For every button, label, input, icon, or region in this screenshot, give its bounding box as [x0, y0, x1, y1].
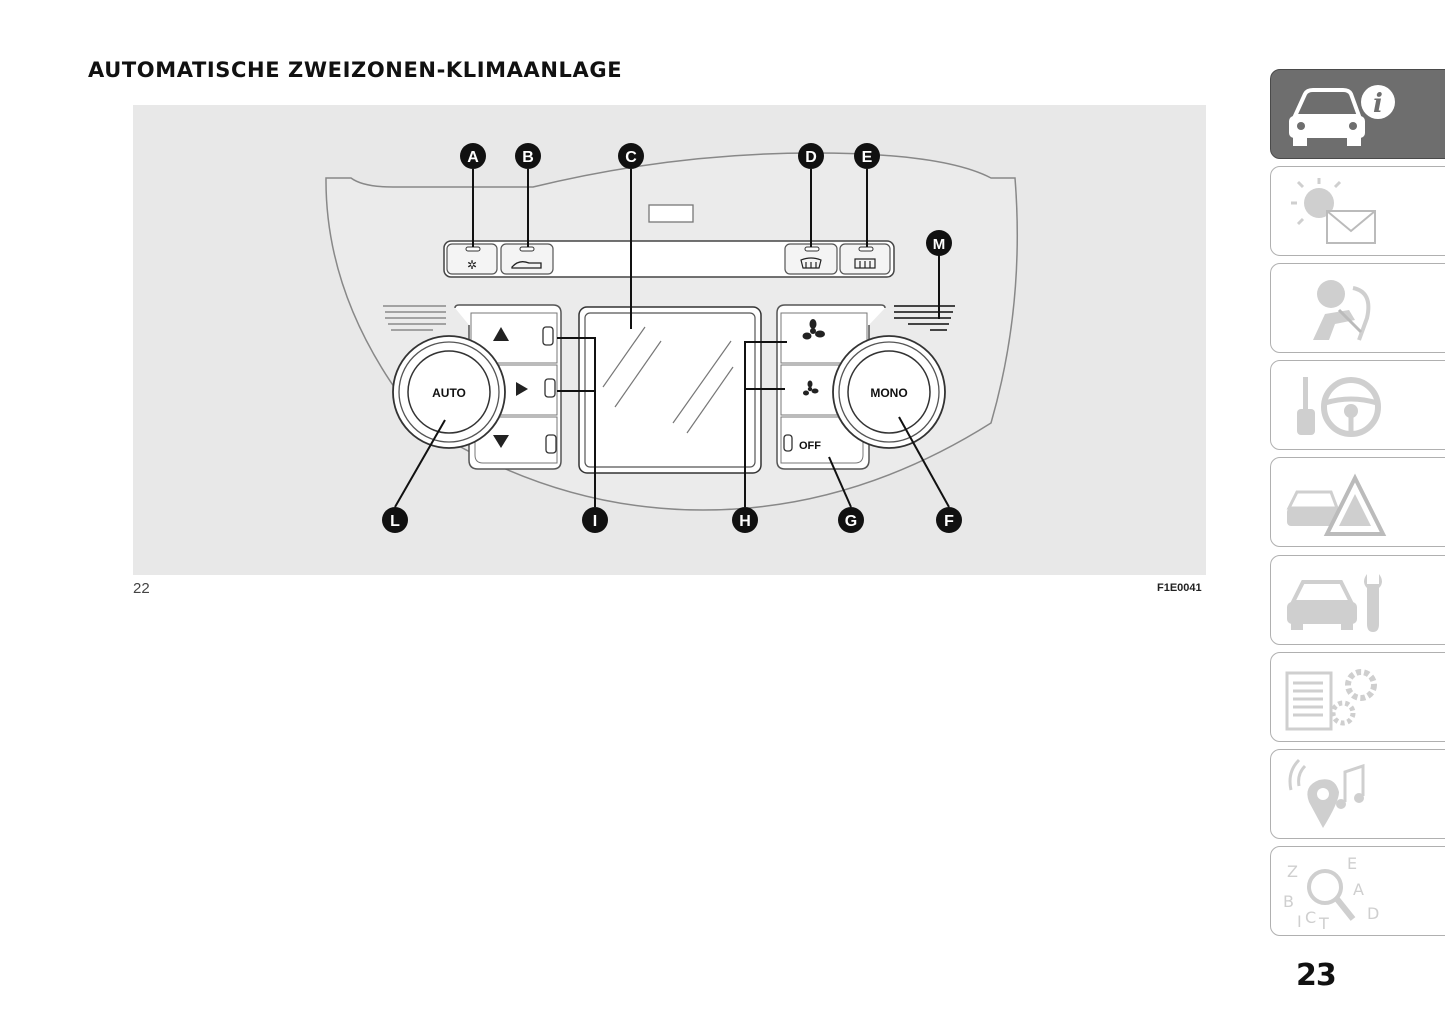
callout-e — [854, 143, 880, 169]
svg-text:F: F — [944, 513, 954, 530]
callout-m — [926, 230, 952, 256]
svg-text:I: I — [1297, 912, 1302, 931]
tab-safety[interactable] — [1270, 263, 1445, 353]
tab-starting-driving[interactable] — [1270, 360, 1445, 450]
callout-l — [382, 507, 408, 533]
svg-text:✲: ✲ — [466, 258, 478, 272]
car-warning-triangle-icon — [1283, 464, 1403, 542]
svg-text:B: B — [522, 149, 534, 166]
climate-control-figure — [133, 105, 1206, 575]
figure-number: 22 — [133, 580, 150, 597]
tab-vehicle-info[interactable] — [1270, 69, 1445, 159]
lights-message-icon — [1283, 173, 1403, 251]
off-button-label: OFF — [799, 440, 821, 452]
callout-h — [732, 507, 758, 533]
callout-f — [936, 507, 962, 533]
svg-text:I: I — [592, 513, 598, 530]
svg-text:C: C — [1305, 908, 1317, 927]
svg-text:E: E — [861, 149, 873, 166]
figure-code: F1E0041 — [1157, 582, 1202, 594]
callout-a — [460, 143, 486, 169]
tab-lights-messages[interactable] — [1270, 166, 1445, 256]
callout-i — [582, 507, 608, 533]
specs-gears-icon — [1283, 659, 1403, 737]
svg-text:A: A — [467, 149, 479, 166]
multimedia-icon — [1283, 756, 1403, 834]
svg-text:B: B — [1283, 892, 1294, 911]
car-wrench-icon — [1283, 562, 1403, 640]
key-steering-wheel-icon — [1283, 367, 1403, 445]
tab-emergency[interactable] — [1270, 457, 1445, 547]
svg-text:Z: Z — [1287, 862, 1298, 881]
page-number: 23 — [1296, 958, 1336, 993]
tab-multimedia[interactable] — [1270, 749, 1445, 839]
svg-text:G: G — [844, 513, 858, 530]
auto-knob-label: AUTO — [432, 386, 466, 400]
airbag-safety-icon — [1283, 270, 1403, 348]
svg-text:T: T — [1319, 914, 1329, 931]
svg-text:A: A — [1353, 880, 1364, 899]
page-title: AUTOMATISCHE ZWEIZONEN-KLIMAANLAGE — [88, 58, 623, 82]
svg-text:L: L — [390, 513, 400, 530]
svg-text:D: D — [1367, 904, 1380, 923]
index-search-icon — [1283, 853, 1403, 931]
svg-text:H: H — [739, 513, 751, 530]
callout-b — [515, 143, 541, 169]
mono-knob-label: MONO — [870, 386, 908, 400]
svg-text:D: D — [805, 149, 817, 166]
climate-panel-drawing — [133, 105, 1206, 575]
svg-text:M: M — [932, 236, 946, 253]
car-info-icon — [1283, 76, 1403, 154]
tab-maintenance[interactable] — [1270, 555, 1445, 645]
callout-g — [838, 507, 864, 533]
svg-text:i: i — [1373, 89, 1383, 119]
callout-c — [618, 143, 644, 169]
callout-d — [798, 143, 824, 169]
tab-technical-data[interactable] — [1270, 652, 1445, 742]
tab-index[interactable] — [1270, 846, 1445, 936]
svg-text:C: C — [625, 149, 637, 166]
svg-text:E: E — [1347, 854, 1358, 873]
